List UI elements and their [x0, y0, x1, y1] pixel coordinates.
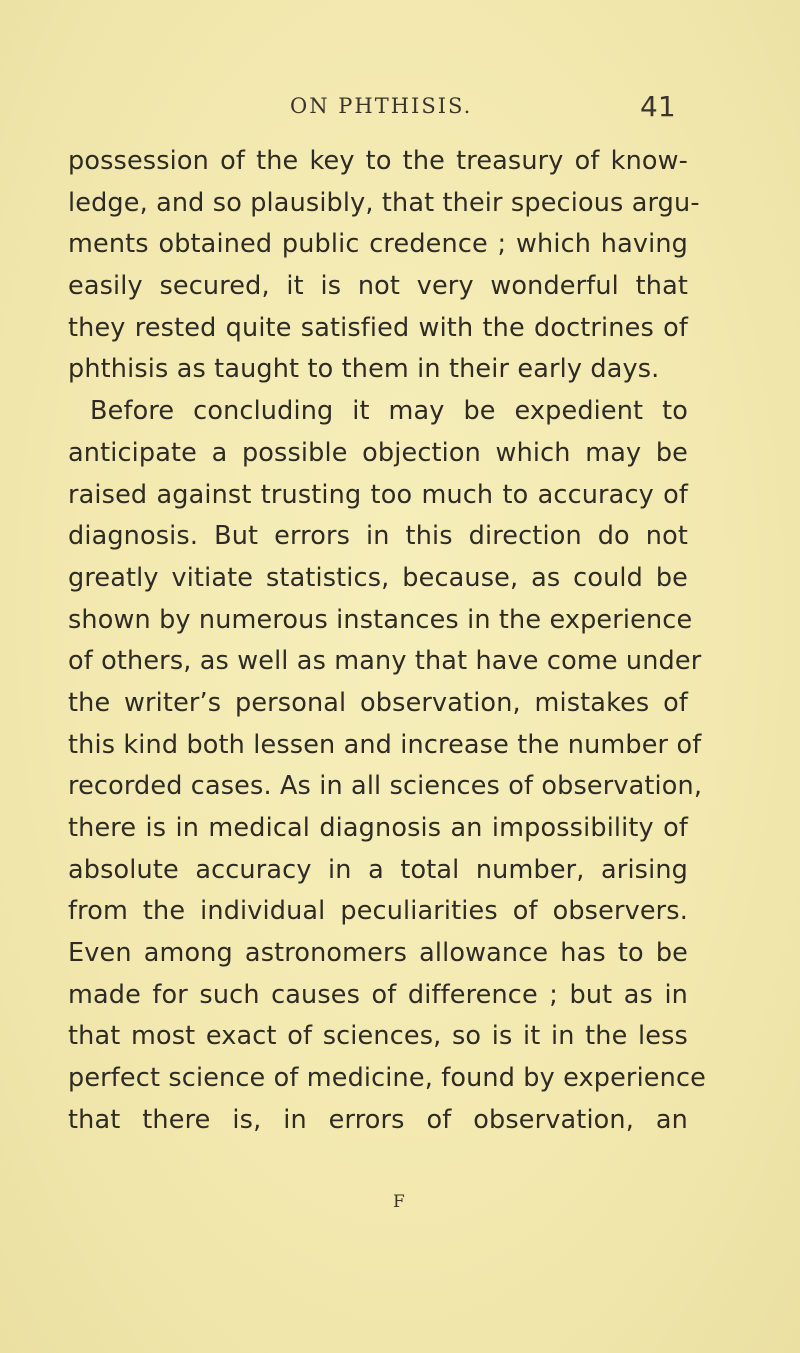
text-line: ledge, and so plausibly, that their specious argu-	[68, 187, 700, 218]
text-line: shown by numerous instances in the experience	[68, 604, 693, 635]
text-line: this kind both lessen and increase the number of	[68, 729, 702, 760]
text-line: Before concluding it may be expedient to	[90, 396, 688, 427]
text-line: easily secured, it is not very wonderful that	[68, 271, 688, 302]
running-title: ON PHTHISIS.	[290, 94, 473, 118]
text-line: ments obtained public credence ; which having	[68, 229, 688, 260]
text-line: that there is, in errors of observation, an	[68, 1104, 688, 1135]
text-line: absolute accuracy in a total number, arising	[68, 854, 688, 885]
text-line: Even among astronomers allowance has to be	[68, 938, 688, 969]
text-line: there is in medical diagnosis an impossibility of	[68, 813, 688, 843]
text-line: perfect science of medicine, found by experience	[68, 1063, 706, 1094]
text-line: phthisis as taught to them in their early days.	[68, 354, 660, 385]
text-line: that most exact of sciences, so is it in the less	[68, 1021, 688, 1052]
text-line: recorded cases. As in all sciences of observation,	[68, 771, 703, 802]
text-line: made for such causes of difference ; but as in	[68, 979, 688, 1010]
text-line: diagnosis. But errors in this direction do not	[68, 521, 688, 552]
text-line: of others, as well as many that have come under	[68, 646, 702, 677]
signature-mark: F	[393, 1192, 405, 1212]
text-line: anticipate a possible objection which may be	[68, 437, 688, 468]
text-line: possession of the key to the treasury of know-	[68, 146, 688, 176]
text-line: greatly vitiate statistics, because, as could be	[68, 562, 688, 593]
running-head	[0, 90, 800, 134]
page-number: 41	[640, 90, 676, 123]
text-line: they rested quite satisfied with the doctrines of	[68, 312, 688, 343]
text-line: the writer’s personal observation, mistakes of	[68, 687, 688, 718]
text-line: from the individual peculiarities of observers.	[68, 896, 688, 927]
body-text	[68, 141, 706, 1142]
text-line: raised against trusting too much to accuracy of	[68, 479, 688, 510]
